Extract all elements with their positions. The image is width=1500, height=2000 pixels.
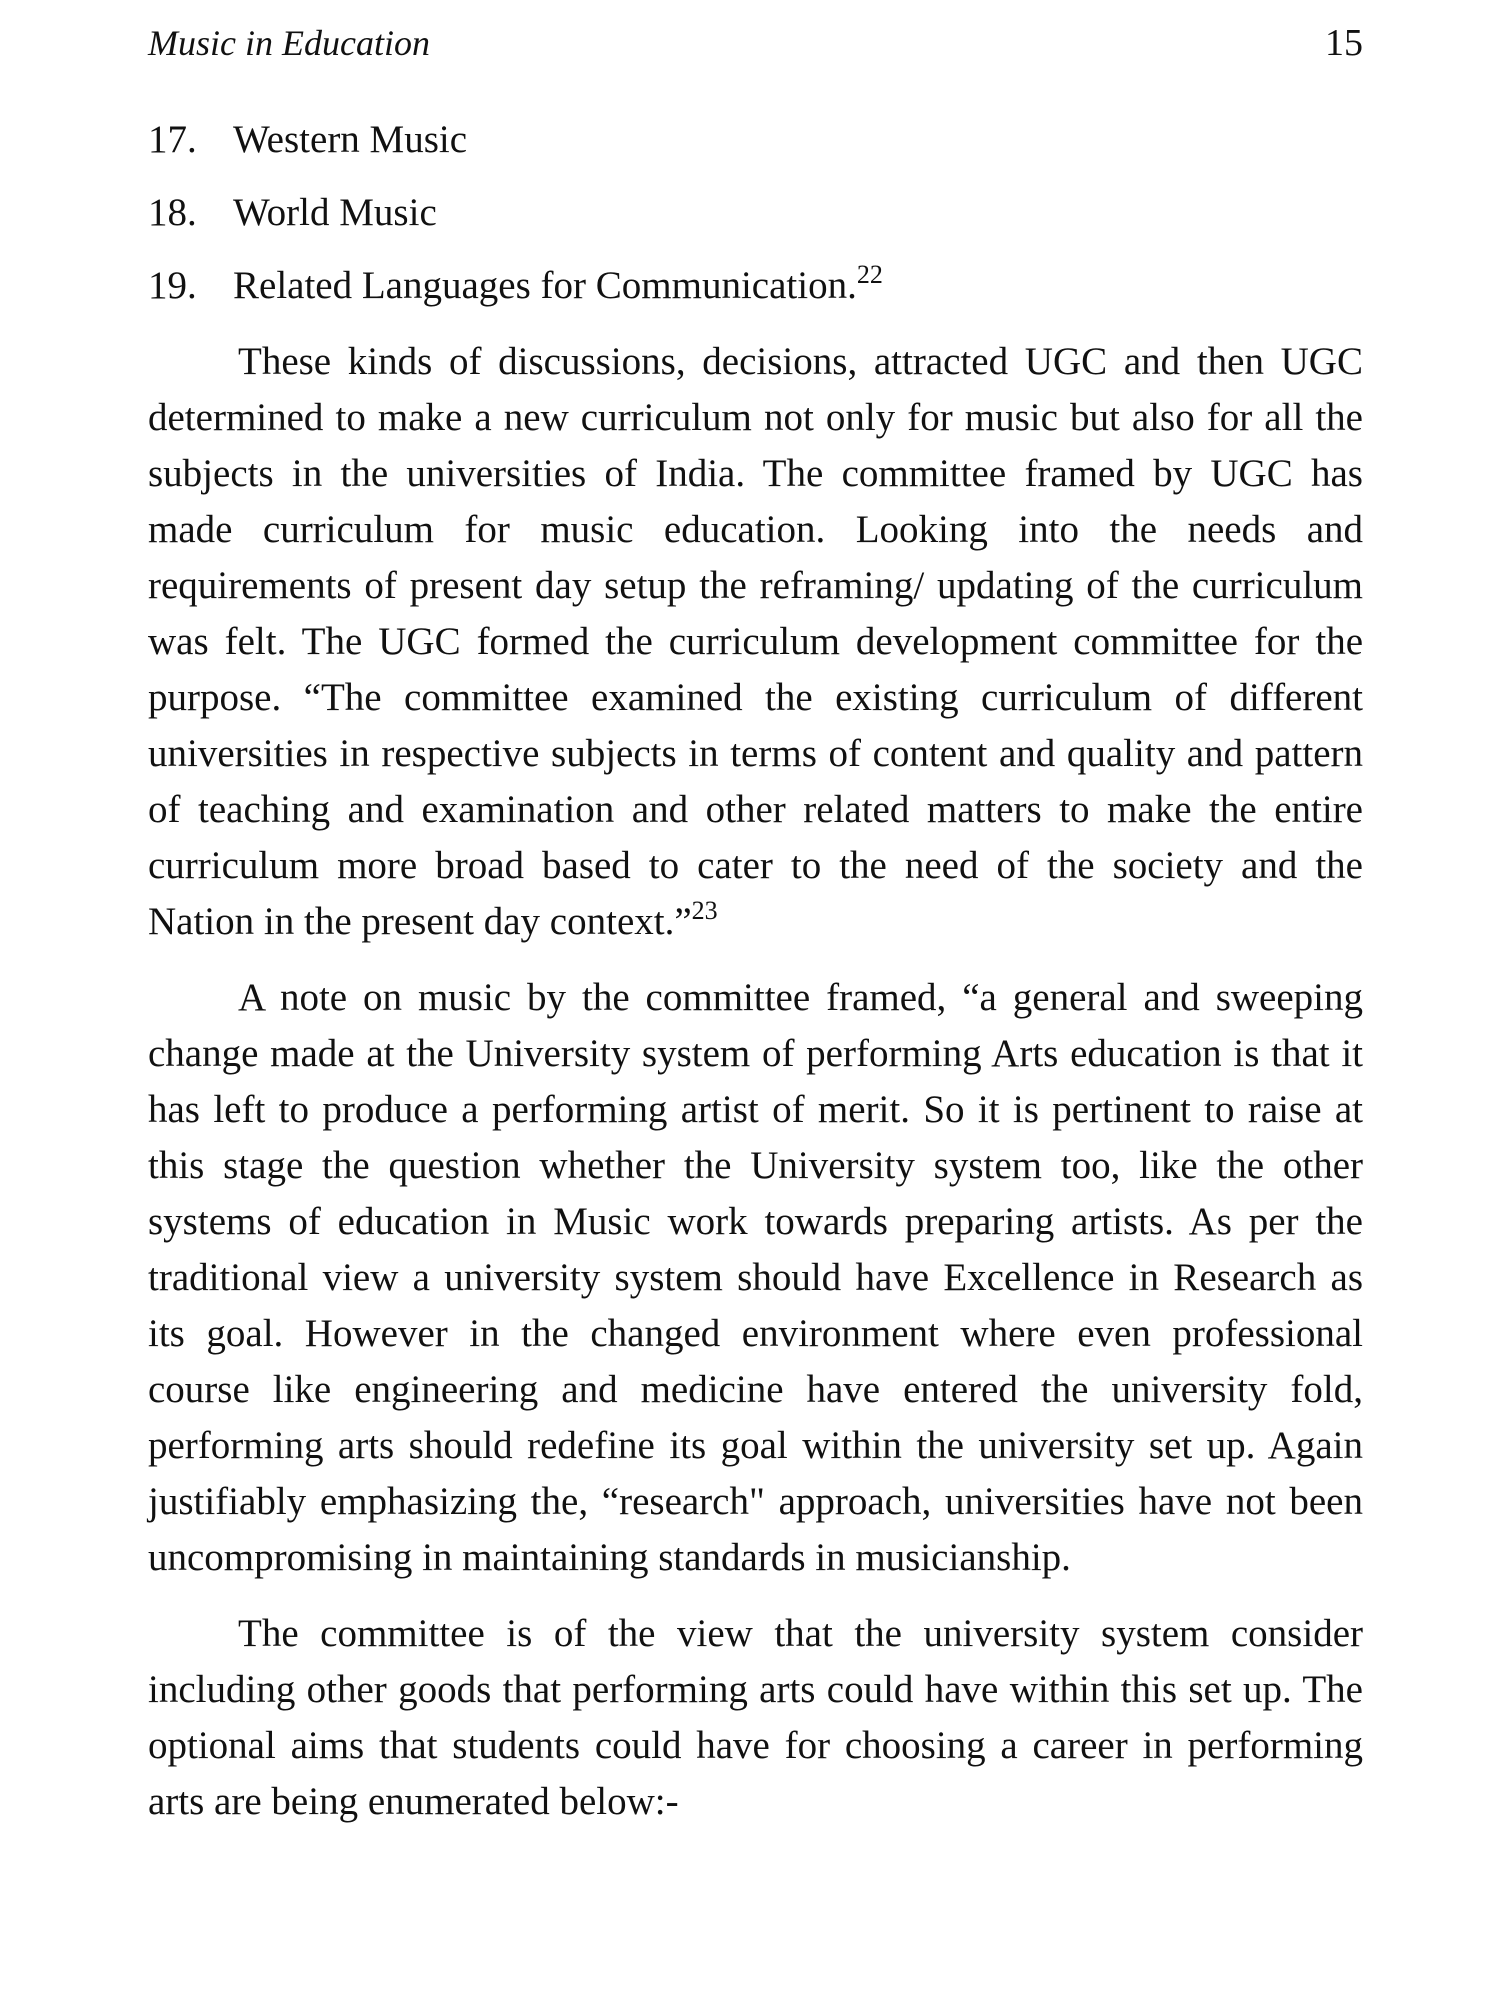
paragraph-text: The committee is of the view that the university system consider including other goods that performing arts could have within this set up. The optional aims that students could have for choosing a career in performing arts are being enumerated below:- (148, 1612, 1363, 1823)
list-item-number: 19. (148, 264, 197, 307)
list-item-number: 18. (148, 191, 197, 234)
list-item (148, 185, 1363, 258)
footnote-ref-22: 22 (856, 260, 883, 289)
paragraph (148, 334, 1363, 950)
body-text (148, 334, 1363, 1850)
footnote-ref-23: 23 (691, 896, 718, 925)
numbered-list (148, 112, 1363, 331)
paragraph (148, 1606, 1363, 1830)
running-title: Music in Education (148, 23, 430, 63)
list-item-text: World Music (233, 191, 437, 234)
list-item-text: Related Languages for Communication. (233, 264, 857, 307)
list-item (148, 258, 1363, 331)
list-item-text: Western Music (233, 118, 468, 161)
list-item (148, 112, 1363, 185)
paragraph (148, 970, 1363, 1586)
running-header (148, 18, 1363, 68)
list-item-number: 17. (148, 118, 197, 161)
paragraph-text: These kinds of discussions, decisions, attracted UGC and then UGC determined to make a new curriculum not only for music but also for all the subjects in the universities of India. The committee framed by UGC has made curriculum for music education. Looking into the needs and requirements of present day setup the reframing/ updating of the curriculum was felt. The UGC formed the curriculum development committee for the purpose. “The committee examined the existing curriculum of different universities in respective subjects in terms of content and quality and pattern of teaching and examination and other related matters to make the entire curriculum more broad based to cater to the need of the society and the Nation in the present day context.” (148, 340, 1363, 943)
paragraph-text: A note on music by the committee framed, “a general and sweeping change made at the University system of performing Arts education is that it has left to produce a performing artist of merit. So it is pertinent to raise at this stage the question whether the University system too, like the other systems of education in Music work towards preparing artists. As per the traditional view a university system should have Excellence in Research as its goal. However in the changed environment where even professional course like engineering and medicine have entered the university fold, performing arts should redefine its goal within the university set up. Again justifiably emphasizing the, “research" approach, universities have not been uncompromising in maintaining standards in musicianship. (148, 976, 1363, 1579)
page-number: 15 (1325, 22, 1363, 64)
